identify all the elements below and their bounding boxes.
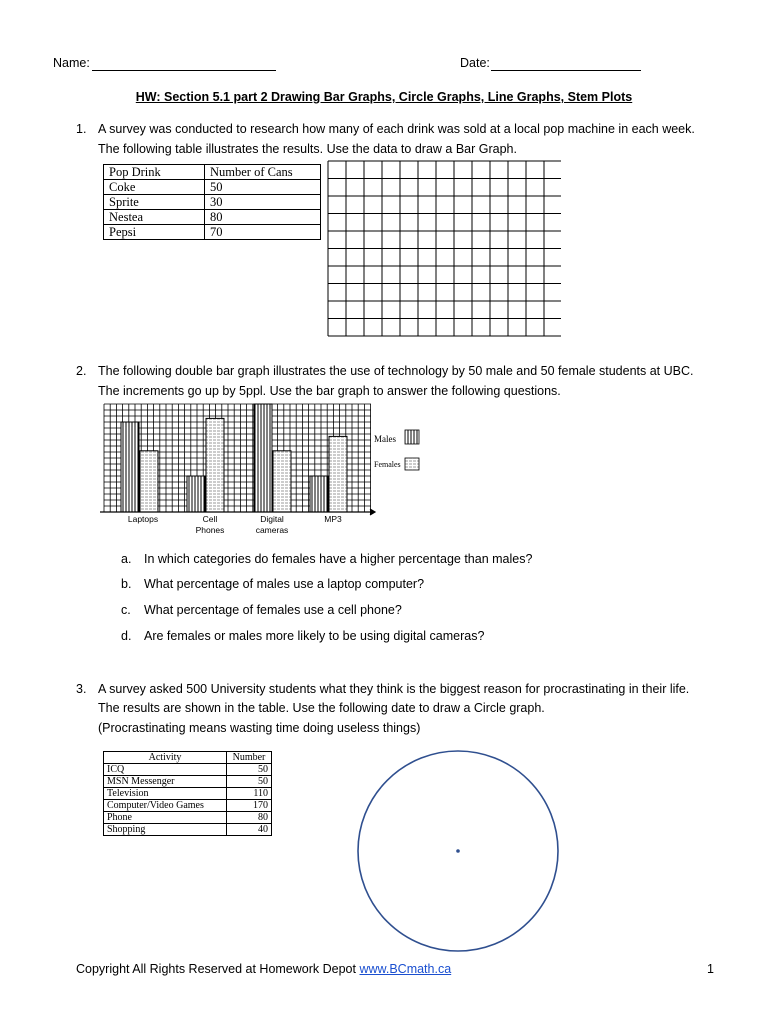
legend-females-label: Females	[374, 460, 401, 469]
table-row	[104, 824, 272, 836]
table-cell: Pepsi	[104, 225, 205, 240]
q2-number: 2.	[76, 364, 87, 378]
bar-females-2	[273, 451, 291, 512]
table-cell: Nestea	[104, 210, 205, 225]
table-cell: Sprite	[104, 195, 205, 210]
activity-table	[103, 751, 272, 836]
circle-center-dot	[456, 849, 460, 853]
table-cell: 40	[227, 824, 272, 836]
table-header-row	[104, 165, 321, 180]
table-cell: 70	[205, 225, 321, 240]
table-row	[104, 180, 321, 195]
q2a-text: In which categories do females have a higher percentage than males?	[144, 552, 533, 566]
blank-circle-graph	[352, 742, 564, 962]
table-cell: Coke	[104, 180, 205, 195]
q2d-text: Are females or males more likely to be using digital cameras?	[144, 629, 485, 643]
table-row	[104, 800, 272, 812]
table-row	[104, 195, 321, 210]
table-row	[104, 788, 272, 800]
table-cell: 30	[205, 195, 321, 210]
bar-females-0	[140, 451, 158, 512]
bar-males-2	[254, 404, 272, 512]
table-cell: 80	[227, 812, 272, 824]
name-label: Name:	[53, 56, 90, 70]
blank-grid-paper	[327, 160, 561, 340]
table-header: Number of Cans	[205, 165, 321, 180]
table-cell: 80	[205, 210, 321, 225]
q2-line1: The following double bar graph illustrates the use of technology by 50 male and 50 female students at UBC.	[98, 364, 694, 378]
table-header: Activity	[104, 752, 227, 764]
table-header: Number	[227, 752, 272, 764]
table-cell: ICQ	[104, 764, 227, 776]
double-bar-chart	[98, 400, 428, 540]
q2b-text: What percentage of males use a laptop computer?	[144, 577, 425, 591]
q2c-letter: c.	[121, 603, 131, 617]
table-cell: MSN Messenger	[104, 776, 227, 788]
table-row	[104, 210, 321, 225]
legend-males-swatch	[405, 430, 419, 444]
table-row	[104, 776, 272, 788]
copyright-text: Copyright All Rights Reserved at Homework Depot	[76, 962, 360, 976]
table-row	[104, 812, 272, 824]
table-cell: Shopping	[104, 824, 227, 836]
q3-line2: The results are shown in the table. Use the following date to draw a Circle graph.	[98, 701, 545, 715]
q2-line2: The increments go up by 5ppl. Use the bar graph to answer the following questions.	[98, 384, 561, 398]
table-cell: 110	[227, 788, 272, 800]
bar-females-3	[329, 436, 347, 512]
q2a-letter: a.	[121, 552, 132, 566]
page-title: HW: Section 5.1 part 2 Drawing Bar Graphs, Circle Graphs, Line Graphs, Stem Plots	[135, 90, 633, 104]
legend-females-swatch	[405, 458, 419, 470]
date-field[interactable]	[491, 70, 641, 71]
table-cell: 50	[205, 180, 321, 195]
q2c-text: What percentage of females use a cell phone?	[144, 603, 402, 617]
table-cell: 50	[227, 764, 272, 776]
bar-males-1	[187, 476, 205, 512]
q1-number: 1.	[76, 122, 87, 136]
category-label: MP3	[324, 514, 342, 524]
pop-drink-table	[103, 164, 321, 240]
bcmath-link[interactable]: www.BCmath.ca	[359, 962, 452, 976]
q3-number: 3.	[76, 682, 87, 696]
category-label: Digital	[260, 514, 284, 524]
name-field[interactable]	[92, 70, 276, 71]
bar-females-1	[206, 418, 224, 512]
table-cell: Computer/Video Games	[104, 800, 227, 812]
category-label: Laptops	[127, 514, 159, 524]
q3-line3: (Procrastinating means wasting time doing useless things)	[98, 721, 421, 735]
page-number: 1	[707, 962, 714, 976]
q3-line1: A survey asked 500 University students what they think is the biggest reason for procrastinating in their life.	[98, 682, 690, 696]
table-cell: Phone	[104, 812, 227, 824]
table-row	[104, 225, 321, 240]
bar-males-3	[310, 476, 328, 512]
q1-line2: The following table illustrates the results. Use the data to draw a Bar Graph.	[98, 142, 517, 156]
table-header: Pop Drink	[104, 165, 205, 180]
footer	[76, 962, 451, 976]
category-label: Phones	[195, 525, 225, 535]
category-label: Cell	[202, 514, 218, 524]
date-label: Date:	[460, 56, 490, 70]
q2d-letter: d.	[121, 629, 132, 643]
category-label: cameras	[255, 525, 289, 535]
table-cell: Television	[104, 788, 227, 800]
table-header-row	[104, 752, 272, 764]
bar-males-0	[121, 422, 139, 512]
table-row	[104, 764, 272, 776]
q1-line1: A survey was conducted to research how many of each drink was sold at a local pop machine in each week.	[98, 122, 695, 136]
q2b-letter: b.	[121, 577, 132, 591]
x-axis-arrow	[370, 509, 375, 515]
table-cell: 50	[227, 776, 272, 788]
table-cell: 170	[227, 800, 272, 812]
legend-males-label: Males	[374, 434, 396, 444]
